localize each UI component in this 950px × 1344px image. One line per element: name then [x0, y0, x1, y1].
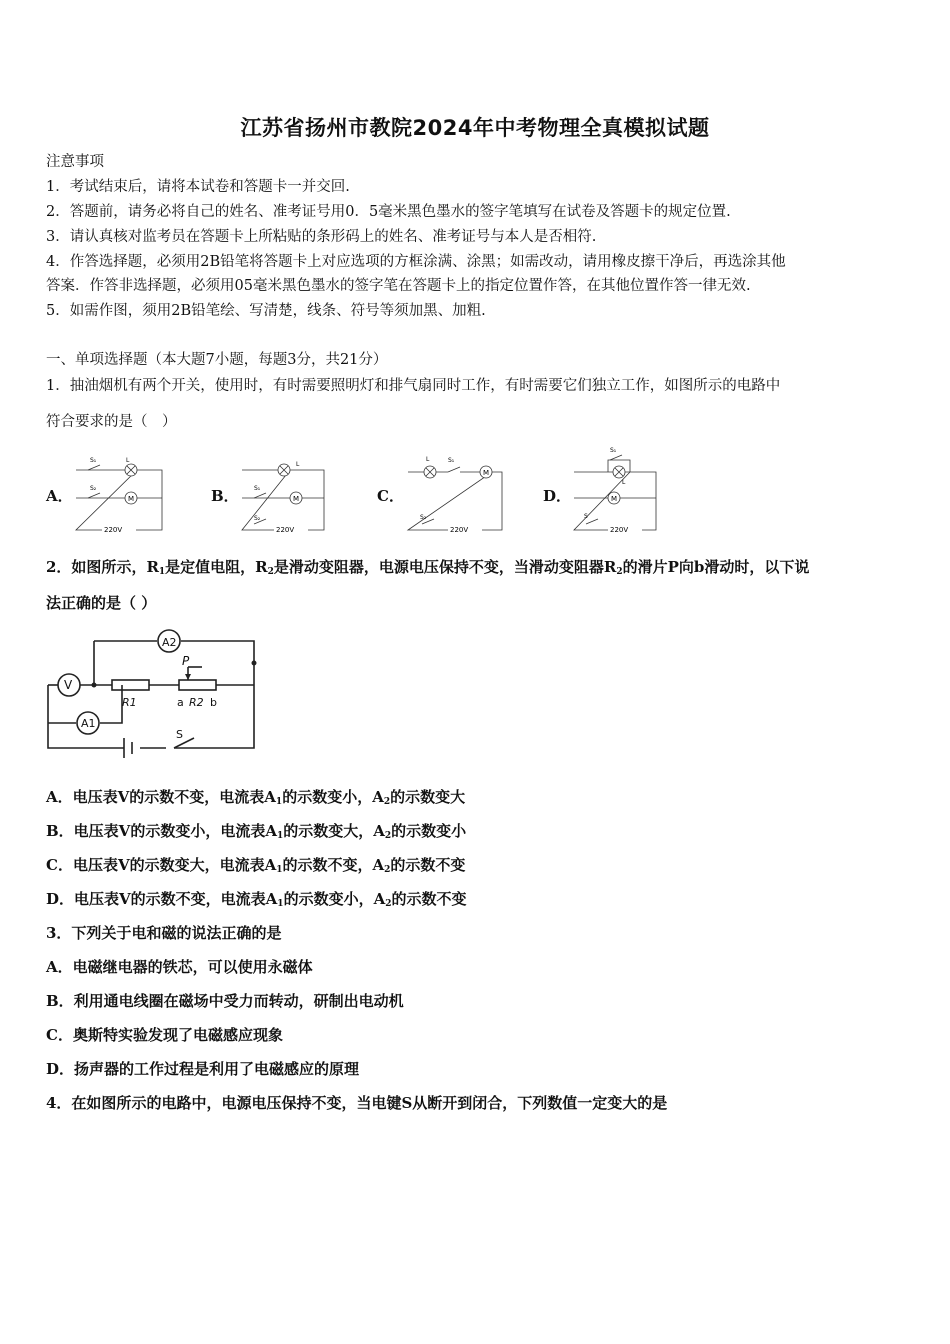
circuit-c-s2-label: S₂: [420, 514, 427, 521]
q1-option-d-label: D．: [543, 487, 572, 505]
q1-circuit-c: [402, 448, 512, 538]
q1-circuit-b: [236, 458, 336, 538]
circuit-a-motor-label: M: [128, 495, 135, 503]
q3-option-d: D．扬声器的工作过程是利用了电磁感应的原理: [46, 1060, 360, 1078]
q2-slider-p: P: [182, 654, 190, 668]
notice-item-5: 5．如需作图，须用2B铅笔绘、写清楚，线条、符号等须加黑、加粗.: [46, 303, 486, 319]
notice-item-2: 2．答题前，请务必将自己的姓名、准考证号用0．5毫米黑色墨水的签字笔填写在试卷及答题卡的规定位置.: [46, 204, 731, 220]
q2-option-b: B．电压表V的示数变小，电流表$A_1$的示数变大，$A_2$的示数变小: [46, 822, 467, 841]
circuit-a-lamp-label: L: [126, 457, 130, 464]
q2-option-a: A．电压表V的示数不变，电流表$A_1$的示数变小，$A_2$的示数变大: [46, 788, 466, 807]
q1-option-b-label: B．: [211, 487, 239, 505]
q2-ammeter-a1: A1: [81, 717, 96, 730]
section-heading: 一、单项选择题（本大题7小题，每题3分，共21分）: [46, 352, 388, 368]
circuit-c-s1-label: S₁: [448, 457, 455, 464]
q1-stem-line1: 1．抽油烟机有两个开关，使用时，有时需要照明灯和排气扇同时工作，有时需要它们独立工作，如图所示的电路中: [46, 378, 781, 394]
q3-option-a: A．电磁继电器的铁芯，可以使用永磁体: [46, 958, 313, 976]
notice-item-4-cont: 答案．作答非选择题，必须用05毫米黑色墨水的签字笔在答题卡上的指定位置作答，在其他位置作答一律无效.: [46, 278, 751, 294]
q1-stem-line2: 符合要求的是（ ）: [46, 414, 177, 430]
circuit-b-motor-label: M: [293, 495, 300, 503]
q2-switch-s: S: [176, 728, 183, 741]
circuit-d-motor-label: M: [611, 495, 618, 503]
circuit-d-s-label: S: [584, 513, 588, 520]
circuit-c-voltage-label: 220V: [450, 526, 469, 534]
circuit-b-lamp-label: L: [296, 461, 300, 468]
q3-option-b: B．利用通电线圈在磁场中受力而转动，研制出电动机: [46, 992, 404, 1010]
circuit-d-lamp-label: L: [622, 479, 626, 486]
q4-stem: 4．在如图所示的电路中，电源电压保持不变，当电键S从断开到闭合，下列数值一定变大的是: [46, 1094, 668, 1112]
q2-stem-line2: 法正确的是（ ）: [46, 594, 157, 612]
circuit-d-s1-label: S₁: [610, 447, 617, 454]
q2-option-c: C．电压表V的示数变大，电流表$A_1$的示数不变，$A_2$的示数不变: [46, 856, 466, 875]
q2-circuit-diagram: [44, 628, 262, 758]
q1-option-a-label: A．: [46, 487, 73, 505]
circuit-c-motor-label: M: [483, 469, 490, 477]
notice-item-3: 3．请认真核对监考员在答题卡上所粘贴的条形码上的姓名、准考证号与本人是否相符.: [46, 229, 597, 245]
notice-heading: 注意事项: [46, 154, 104, 170]
q2-option-d: D．电压表V的示数不变，电流表$A_1$的示数变小，$A_2$的示数不变: [46, 890, 467, 909]
circuit-d-voltage-label: 220V: [610, 526, 629, 534]
circuit-b-s1-label: S₁: [254, 485, 261, 492]
circuit-b-s2-label: S₂: [254, 515, 261, 522]
circuit-a-s1-label: S₁: [90, 457, 97, 464]
q1-circuit-d: [568, 446, 668, 538]
q1-option-c-label: C．: [377, 487, 404, 505]
q2-end-b: b: [210, 696, 217, 709]
q3-stem: 3．下列关于电和磁的说法正确的是: [46, 924, 282, 942]
circuit-b-voltage-label: 220V: [276, 526, 295, 534]
q3-option-c: C．奥斯特实验发现了电磁感应现象: [46, 1026, 283, 1044]
q2-ammeter-a2: A2: [162, 636, 177, 649]
q1-circuit-a: [70, 452, 170, 537]
circuit-a-voltage-label: 220V: [104, 526, 123, 534]
q2-r1-label: R1: [122, 696, 137, 709]
notice-item-4: 4．作答选择题，必须用2B铅笔将答题卡上对应选项的方框涂满、涂黑；如需改动，请用橡皮擦干净后，再选涂其他: [46, 254, 786, 270]
page-title: 江苏省扬州市教院2024年中考物理全真模拟试题: [240, 116, 710, 140]
notice-item-1: 1．考试结束后，请将本试卷和答题卡一并交回.: [46, 179, 350, 195]
q2-stem-line1: 2．如图所示，$R_1$是定值电阻，$R_2$是滑动变阻器，电源电压保持不变，当滑动变阻器$R_2$的滑片P向b滑动时，以下说: [46, 558, 810, 577]
q2-voltmeter-v: V: [64, 678, 73, 692]
q2-end-a: a: [177, 696, 184, 709]
circuit-c-lamp-label: L: [426, 456, 430, 463]
circuit-a-s2-label: S₂: [90, 485, 97, 492]
q2-r2-label: R2: [189, 696, 204, 709]
